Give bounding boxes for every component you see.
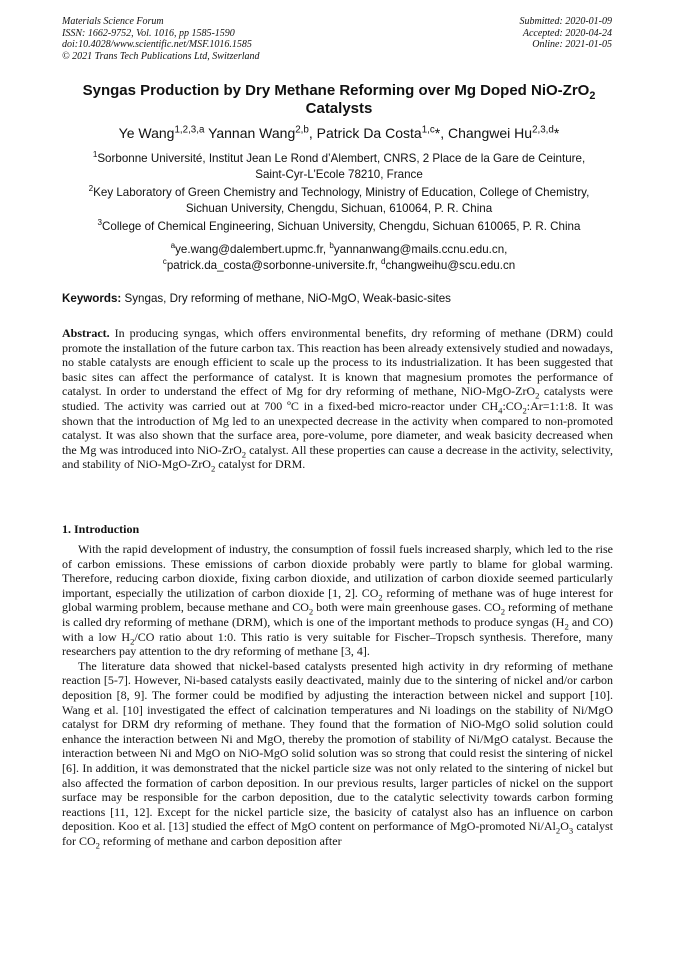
keywords-text: Syngas, Dry reforming of methane, NiO-MgO, Weak-basic-sites bbox=[124, 292, 451, 305]
subscript: 2 bbox=[210, 463, 216, 474]
publication-info bbox=[62, 16, 260, 62]
paragraph-text: reforming of methane and carbon deposition after bbox=[99, 833, 342, 848]
keywords bbox=[62, 291, 451, 306]
title-subscript: 2 bbox=[589, 90, 596, 102]
affiliation-text: Sichuan University, Chengdu, Sichuan, 610064, P. R. China bbox=[185, 201, 493, 215]
affiliation-2 bbox=[30, 185, 648, 216]
subscript: 2 bbox=[500, 606, 506, 617]
author-affil-marker: 1,2,3,a bbox=[174, 124, 205, 136]
section-heading: 1. Introduction bbox=[62, 522, 140, 536]
subscript: 2 bbox=[95, 840, 100, 851]
affiliation-1 bbox=[30, 151, 648, 182]
paper-title bbox=[40, 82, 638, 118]
paragraph-text: catalyst for CO bbox=[62, 819, 613, 848]
introduction-body bbox=[62, 542, 613, 851]
email-link[interactable]: changweihu@scu.edu.cn bbox=[385, 258, 516, 272]
email-link[interactable]: patrick.da_costa@sorbonne-universite.fr bbox=[166, 258, 375, 272]
affiliation-text: College of Chemical Engineering, Sichuan University, Chengdu, Sichuan 610065, P. R. China bbox=[102, 220, 581, 233]
affiliation-text: Saint-Cyr-L’Ecole 78210, France bbox=[255, 167, 423, 181]
corresponding-mark: * bbox=[434, 125, 441, 141]
abstract-text: :CO bbox=[502, 398, 523, 413]
email-marker: d bbox=[380, 256, 386, 266]
author-name: Yannan Wang bbox=[208, 125, 296, 141]
paragraph-text: /CO ratio about 1:0. This ratio is very suitable for Fischer–Tropsch synthesis. Therefore, many researchers pay attention to the dry reforming of methane [3, 4]. bbox=[62, 629, 613, 659]
affiliation-text: Sorbonne Université, Institut Jean Le Rond d’Alembert, CNRS, 2 Place de la Gare de Ceinture, bbox=[97, 152, 586, 165]
affiliation-3 bbox=[30, 219, 648, 235]
email-marker: a bbox=[170, 241, 176, 251]
paragraph-text: The literature data showed that nickel-based catalysts presented high activity in dry reforming of methane reaction [5-7]. However, Ni-based catalysts easily deactivated, mainly due to the sintering of nickel and/or carbon deposition [8, 9]. The former could be modified by adjusting the interaction between nickel and support [10]. Wang et al. [10] investigated the effect of calcination temperatures and Ni loadings on the stability of Ni/MgO catalyst for DRM dry reforming of methane. They found that the formation of NiO-MgO solid solution could enhance the interaction between Ni and MgO, thereby the promotion of stability of Ni/MgO catalyst. Because the interaction between Ni and MgO on NiO-MgO solid solution was so strong that could resist the sintering of nickel [6]. In addition, it was demonstrated that the nickel particle size was not only related to the sintering of nickel but also affected the formation of carbon deposition. In our previous results, larger particles of nickel on the support surface may be responsible for the carbon deposition, due to the catalytic selectivity towards carbon forming reactions [11, 12]. Except for the nickel particle size, the basicity of catalyst also has an influence on carbon deposition. Koo et al. [13] studied the effect of MgO content on performance of MgO-promoted Ni/Al bbox=[62, 658, 613, 834]
author-affil-marker: 2,3,d bbox=[532, 124, 554, 136]
author-separator: , bbox=[308, 125, 317, 141]
subscript: 2 bbox=[535, 390, 540, 401]
title-line-1: Syngas Production by Dry Methane Reforming over Mg Doped NiO-ZrO bbox=[82, 82, 590, 99]
subscript: 2 bbox=[555, 825, 561, 836]
author-list bbox=[30, 124, 648, 142]
email-marker: b bbox=[329, 241, 334, 251]
email-marker: c bbox=[162, 256, 167, 266]
affiliation-number: 1 bbox=[92, 150, 98, 160]
subscript: 2 bbox=[308, 606, 314, 617]
affiliation-number: 3 bbox=[97, 218, 103, 228]
author-separator: , bbox=[440, 125, 448, 141]
paragraph-text: both were main greenhouse gases. CO bbox=[313, 600, 501, 615]
abstract-text: catalysts were studied. The activity was carried out at 700 ºC in a fixed-bed micro-reactor under CH bbox=[62, 384, 614, 413]
paragraph-text: and CO) with a low H bbox=[62, 614, 613, 644]
email-link[interactable]: ye.wang@dalembert.upmc.fr bbox=[175, 243, 323, 256]
author-affil-marker: 1,c bbox=[421, 124, 435, 136]
author-affil-marker: 2,b bbox=[295, 124, 309, 136]
title-line-2: Catalysts bbox=[305, 100, 373, 117]
subscript: 2 bbox=[130, 635, 135, 646]
paragraph-text: O bbox=[560, 819, 569, 834]
keywords-label: Keywords: bbox=[62, 292, 122, 305]
subscript: 4 bbox=[498, 405, 503, 416]
submitted-date: Submitted: 2020-01-09 bbox=[519, 16, 612, 27]
subscript: 2 bbox=[378, 592, 383, 603]
paragraph-text: reforming of methane was of huge interest for global warming problem, because methane and CO bbox=[62, 585, 613, 615]
issn-line: ISSN: 1662-9752, Vol. 1016, pp 1585-1590 bbox=[62, 27, 235, 39]
email-list: $^a$ye.wang@dalembert.upmc.fr, $^b$yannanwang@mails.ccnu.edu.cn, $^c$patrick.da_costa@sorbonne-universite.fr, $^d$changweihu@scu.edu.cn bbox=[162, 241, 516, 272]
subscript: 2 bbox=[564, 621, 569, 632]
abstract-text: catalyst. All these properties can cause a decrease in the activity, selectivity, and stability of NiO-MgO-ZrO bbox=[62, 442, 613, 472]
journal-name: Materials Science Forum bbox=[62, 16, 164, 27]
paragraph bbox=[62, 542, 613, 659]
doi-line: doi:10.4028/www.scientific.net/MSF.1016.1585 bbox=[62, 39, 252, 50]
paragraph bbox=[62, 659, 613, 849]
publication-dates bbox=[520, 16, 613, 51]
author-name: Ye Wang bbox=[118, 125, 175, 141]
email-link[interactable]: yannanwang@mails.ccnu.edu.cn bbox=[333, 243, 505, 256]
copyright-line: © 2021 Trans Tech Publications Ltd, Switzerland bbox=[62, 50, 260, 62]
corresponding-mark: * bbox=[553, 125, 560, 141]
subscript: 2 bbox=[241, 449, 247, 460]
abstract-text: catalyst for DRM. bbox=[215, 457, 306, 472]
author-name: Patrick Da Costa bbox=[316, 125, 422, 141]
abstract-text: :Ar=1:1:8. It was shown that the introduction of Mg led to an unexpected decrease in the activity when compared to non-promoted catalyst. It was also shown that the surface area, pore-volume, pore diameter, and weak basicity decreased when the Mg was introduced into NiO-ZrO bbox=[62, 398, 613, 457]
affiliation-text: Key Laboratory of Green Chemistry and Technology, Ministry of Education, College of Chemistry, bbox=[93, 186, 590, 199]
subscript: 2 bbox=[522, 405, 527, 416]
abstract-text: In producing syngas, which offers environmental benefits, dry reforming of methane (DRM) could promote the installation of the future carbon tax. This reaction has been already extensively studied and nowadays, no stable catalysts are enough efficient to scale up the process to its industrialization. It has been suggested that basic sites can affect the performance of catalyst. It is known that magnesium promotes the performance of catalyst. In order to understand the effect of Mg for dry reforming of methane, NiO-MgO-ZrO bbox=[62, 326, 614, 399]
abstract bbox=[62, 326, 613, 472]
affiliation-number: 2 bbox=[88, 184, 94, 194]
paragraph-text: With the rapid development of industry, the consumption of fossil fuels increased sharply, which led to the rise of carbon emissions. These emissions of carbon dioxide probably were partly to blame for global warming. Therefore, reducing carbon dioxide, fixing carbon dioxide, and utilization of carbon dioxide seemed particularly important, especially the utilization of carbon dioxide [1, 2]. CO bbox=[62, 542, 613, 600]
author-name: Changwei Hu bbox=[448, 125, 533, 141]
paragraph-text: reforming of methane is called dry reforming of methane (DRM), which is one of the important methods to produce syngas (H bbox=[62, 600, 613, 629]
online-date: Online: 2021-01-05 bbox=[532, 39, 612, 50]
accepted-date: Accepted: 2020-04-24 bbox=[522, 27, 612, 39]
abstract-label: Abstract. bbox=[62, 326, 110, 340]
subscript: 3 bbox=[568, 825, 574, 836]
